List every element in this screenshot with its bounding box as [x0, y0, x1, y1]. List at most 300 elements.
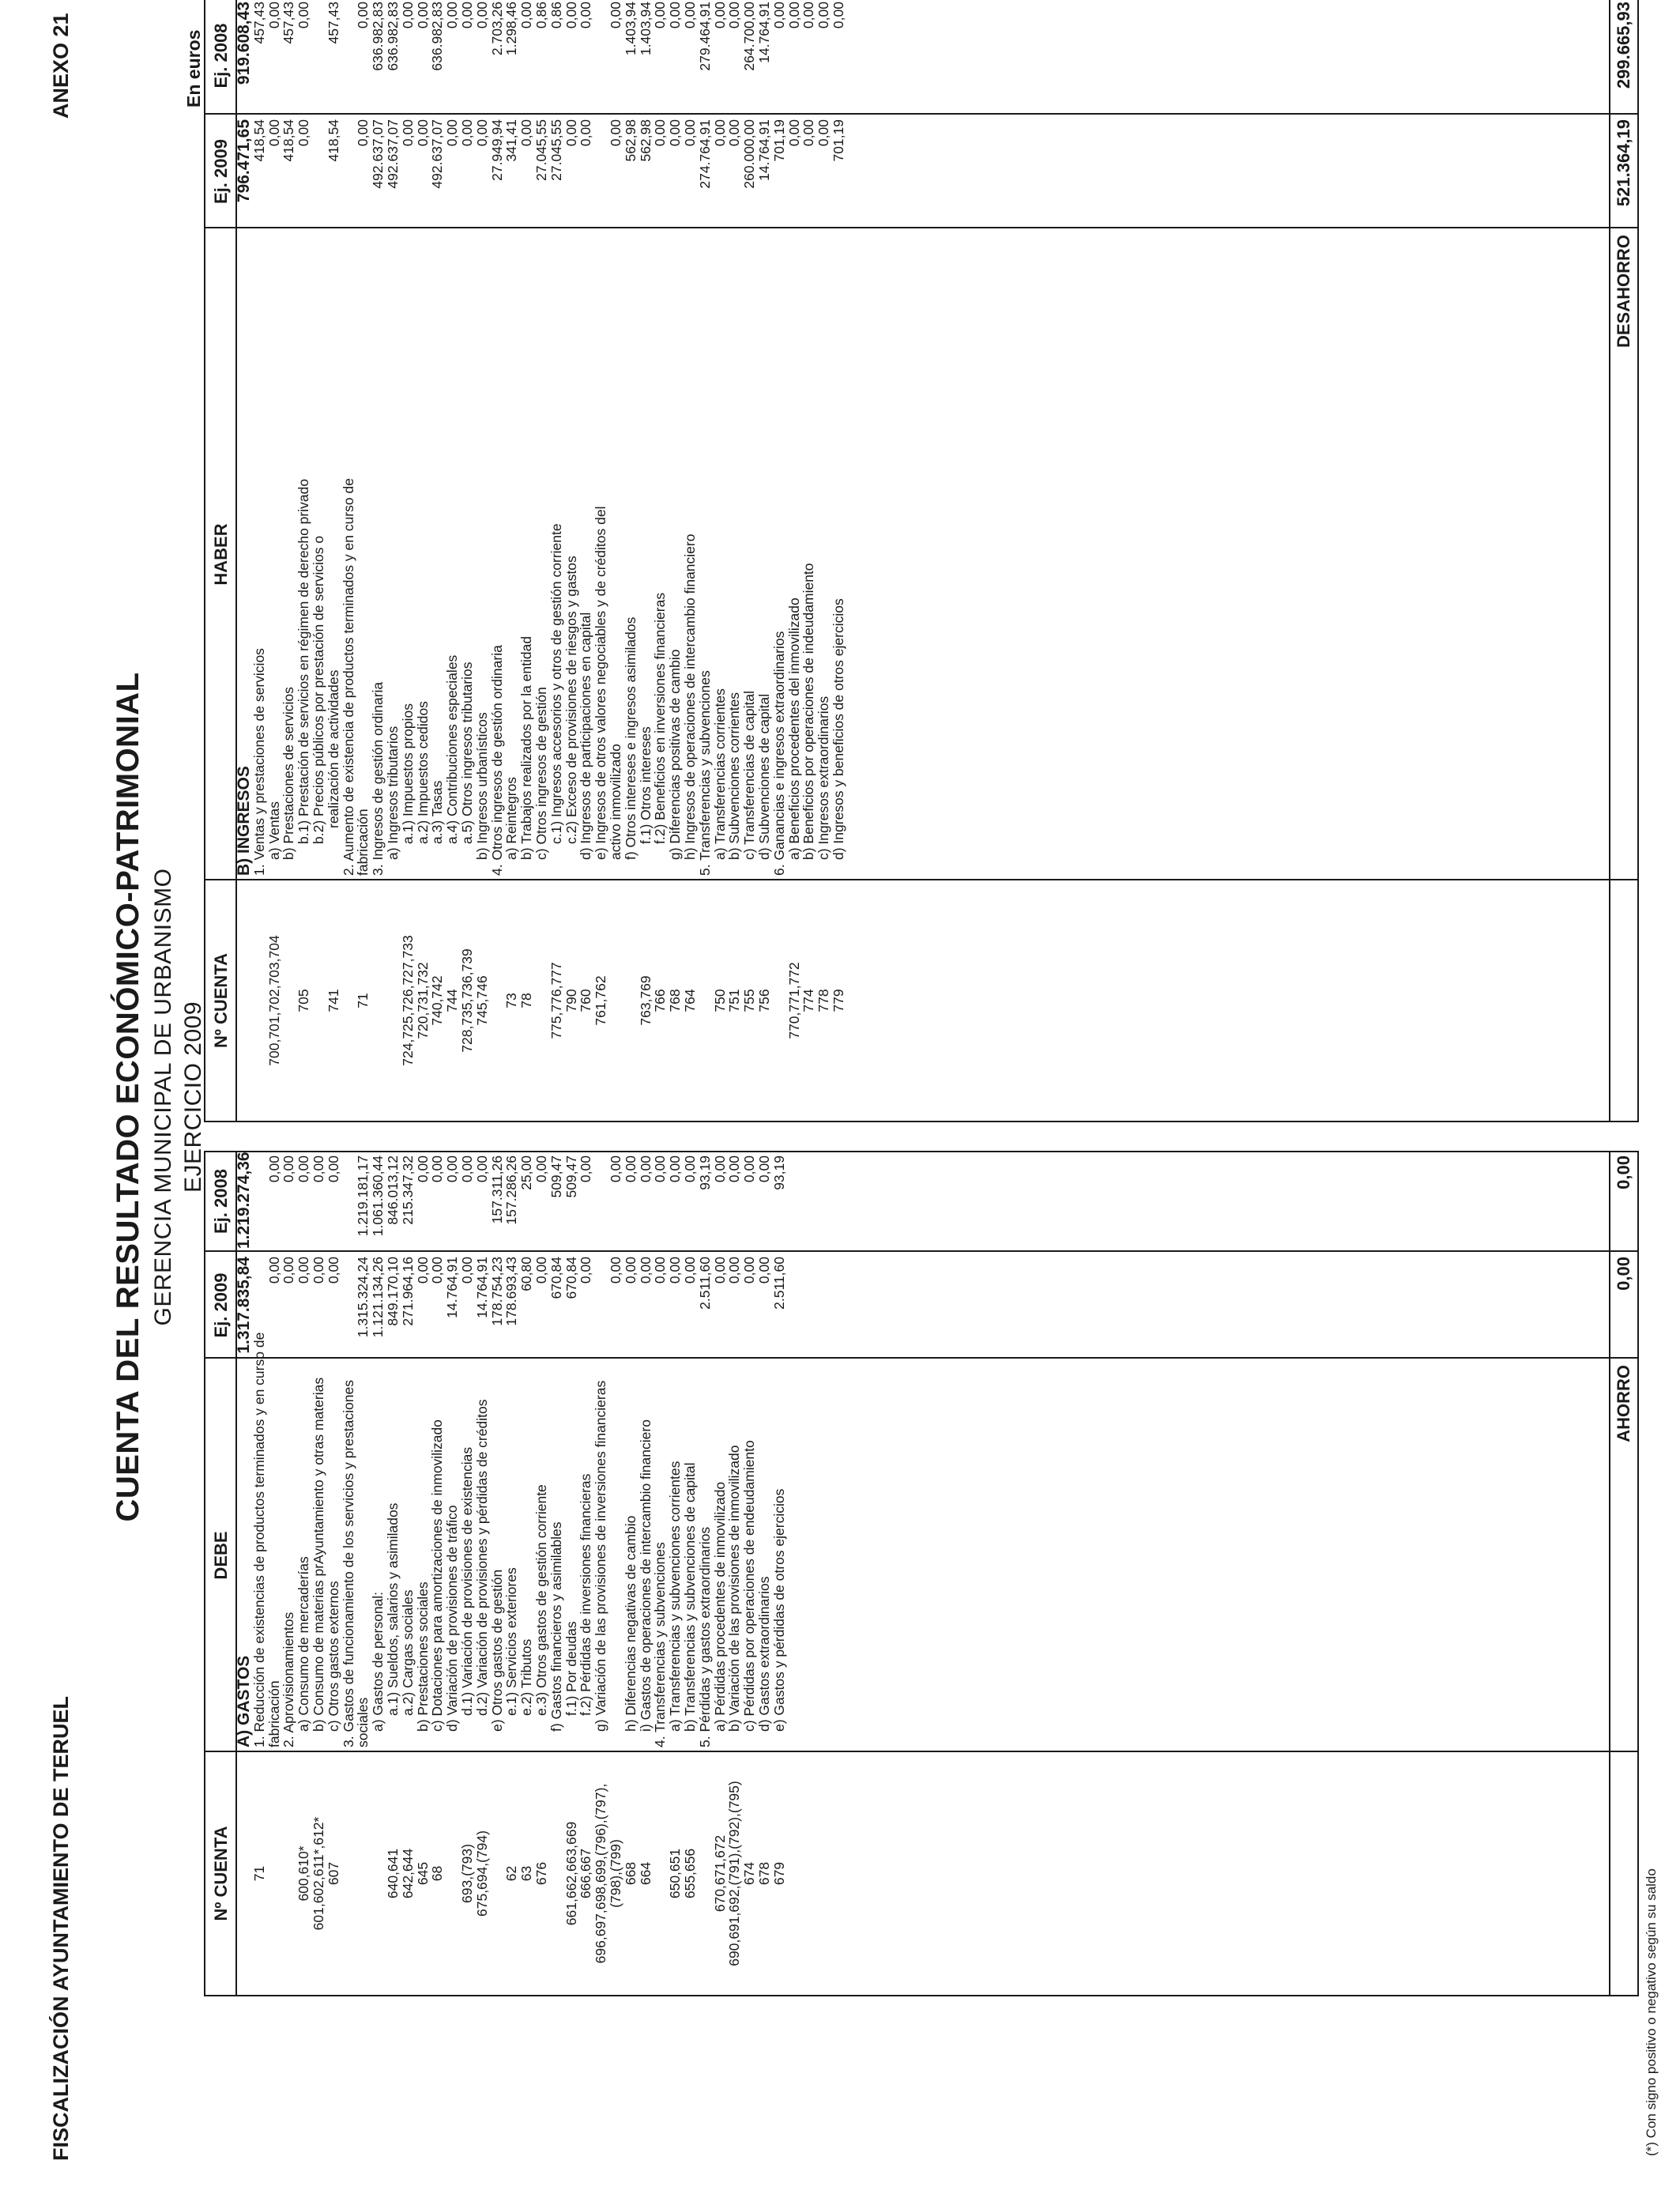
haber-concept-label: a.2) Impuestos cedidos: [414, 701, 431, 844]
haber-header-y2009: Ej. 2009: [211, 139, 231, 204]
debe-column-rule: [205, 1357, 1637, 1359]
debe-value-2009: 0,00: [608, 1257, 623, 1284]
haber-value-2009: 0,00: [667, 119, 684, 147]
debe-account-code: 661,662,663,669: [563, 1821, 579, 1926]
haber-concept-label: d) Ingresos y beneficios de otros ejercicios: [831, 598, 846, 860]
debe-concept-label: f.2) Pérdidas de inversiones financieras: [578, 1473, 594, 1716]
haber-concept-label: f) Otros intereses e ingresos asimilados: [622, 616, 638, 860]
haber-concept-label: a) Ventas: [266, 801, 282, 860]
haber-account-code: 740,742: [429, 975, 446, 1026]
debe-account-code: 650,651: [667, 1848, 684, 1899]
debe-concept-label: e) Otros gastos de gestión: [488, 1569, 505, 1732]
haber-value-2009: 0,00: [473, 119, 490, 147]
debe-concept-label: d) Variación de provisiones de tráfico: [444, 1505, 461, 1732]
haber-account-code: 790: [563, 989, 579, 1012]
haber-account-code: 78: [518, 993, 535, 1008]
debe-concept-label: c) Otros gastos externos: [325, 1581, 341, 1732]
debe-value-2008: 0,00: [459, 1155, 475, 1183]
debe-value-2008: 0,00: [578, 1155, 594, 1183]
haber-value-2008: 457,43: [250, 2, 267, 44]
haber-value-2009: 0,00: [355, 119, 371, 147]
haber-value-2008: 0,00: [266, 2, 282, 29]
debe-value-2009: 670,84: [548, 1257, 564, 1299]
haber-value-2008: 1.403,94: [622, 2, 638, 56]
haber-concept-label: a) Transferencias corrientes: [711, 688, 728, 860]
haber-value-2009: 0,00: [711, 119, 728, 147]
haber-value-2009: 0,00: [652, 119, 669, 147]
haber-concept-label: h) Ingresos de operaciones de intercambio financiero: [682, 533, 698, 860]
haber-value-2009: 562,98: [637, 119, 654, 162]
debe-value-2009: 271.964,16: [399, 1257, 416, 1326]
debe-concept-label: a) Pérdidas procedentes de inmovilizado: [711, 1481, 728, 1732]
debe-concept-label: e.2) Tributos: [518, 1638, 535, 1716]
debe-concept-label: b) Prestaciones sociales: [414, 1581, 431, 1732]
debe-account-code: 675,694,(794): [473, 1830, 490, 1917]
debe-account-code: 71: [250, 1865, 267, 1882]
debe-concept-label: a.2) Cargas sociales: [399, 1589, 416, 1716]
haber-value-2008: 636.982,83: [385, 2, 401, 71]
debe-value-2009: 849.170,10: [385, 1257, 401, 1326]
debe-value-2008: 846.013,12: [385, 1155, 401, 1225]
haber-concept-label: c.1) Ingresos accesorios y otros de gestión corriente: [548, 523, 564, 844]
debe-concept-label: f.1) Por deudas: [563, 1621, 579, 1716]
haber-concept-label: b) Trabajos realizados por la entidad: [518, 635, 535, 860]
debe-concept-label: d.1) Variación de provisiones de existencias: [459, 1446, 475, 1716]
haber-concept-label: e) Ingresos de otros valores negociables y de créditos del: [593, 506, 609, 860]
haber-concept-label: a.3) Tasas: [429, 780, 446, 844]
debe-value-2009: 0,00: [429, 1257, 446, 1284]
debe-value-2008: 0,00: [444, 1155, 461, 1183]
haber-concept-label: d) Ingresos de participaciones en capital: [578, 612, 594, 860]
debe-concept-label: c) Pérdidas por operaciones de endeudamiento: [741, 1440, 758, 1732]
haber-concept-label: a) Beneficios procedentes del inmovilizado: [785, 598, 802, 860]
haber-account-code: 770,771,772: [785, 962, 802, 1039]
haber-total-rule: [1609, 0, 1610, 1121]
debe-concept-label: f) Gastos financieros y asimilables: [548, 1521, 564, 1732]
haber-header-concept: HABER: [211, 523, 231, 586]
haber-account-code: 720,731,732: [414, 962, 431, 1039]
haber-value-2008: 0,00: [816, 2, 832, 29]
debe-value-2009: 0,00: [622, 1257, 638, 1284]
haber-value-2009: 0,00: [785, 119, 802, 147]
debe-value-2008: 1.219.181,17: [355, 1155, 371, 1237]
debe-account-code: 668: [622, 1861, 638, 1886]
debe-value-2009: 14.764,91: [473, 1257, 490, 1318]
currency-units: En euros: [183, 29, 204, 107]
haber-account-code: 779: [831, 989, 846, 1012]
debe-concept-label: d) Gastos extraordinarios: [756, 1576, 772, 1732]
haber-account-code: 700,701,702,703,704: [266, 935, 282, 1066]
debe-value-2008: 0,00: [414, 1155, 431, 1183]
debe-account-code: 666,667: [578, 1848, 594, 1899]
haber-value-2008: 14.764,91: [756, 2, 772, 63]
haber-header-y2008: Ej. 2008: [211, 23, 231, 89]
haber-value-2009: 341,41: [503, 119, 520, 162]
haber-value-2009: 14.764,91: [756, 119, 772, 181]
fiscal-year: EJERCICIO 2009: [180, 1001, 206, 1193]
haber-column-rule: [205, 879, 1637, 880]
haber-value-2008: 0,00: [296, 2, 312, 29]
haber-value-2008: 1.298,46: [503, 2, 520, 56]
haber-value-2009: 0,00: [563, 119, 579, 147]
debe-value-2008: 509,47: [563, 1155, 579, 1198]
report-subtitle: GERENCIA MUNICIPAL DE URBANISMO: [150, 868, 176, 1326]
haber-value-2008: 636.982,83: [370, 2, 386, 71]
debe-value-2009: 0,00: [281, 1257, 297, 1284]
haber-concept-label: c) Ingresos extraordinarios: [816, 696, 832, 860]
debe-value-2008: 0,00: [667, 1155, 684, 1183]
haber-account-code: 751: [726, 989, 743, 1012]
haber-concept-label: f.1) Otros intereses: [637, 726, 654, 844]
organization-heading: FISCALIZACIÓN AYUNTAMIENTO DE TERUEL: [49, 1695, 73, 2161]
haber-value-2008: 0,00: [578, 2, 594, 29]
haber-value-2009: 0,00: [816, 119, 832, 147]
haber-value-2008: 279.464,91: [696, 2, 713, 71]
haber-value-2009: 492.637,07: [429, 119, 446, 189]
debe-concept-label: sociales: [355, 1697, 371, 1747]
haber-value-2009: 274.764,91: [696, 119, 713, 189]
haber-concept-label: b) Subvenciones corrientes: [726, 692, 743, 860]
haber-value-2008: 0,00: [711, 2, 728, 29]
haber-concept-label: activo inmovilizado: [608, 744, 623, 860]
haber-value-2008: 919.608,43: [235, 2, 253, 85]
haber-value-2009: 562,98: [622, 119, 638, 162]
debe-concept-label: a) Gastos de personal:: [370, 1591, 386, 1732]
haber-account-code: 775,776,777: [548, 962, 564, 1039]
debe-value-2008: 0,00: [711, 1155, 728, 1183]
debe-total-rule: [1609, 1152, 1610, 1995]
haber-concept-label: 5. Transferencias y subvenciones: [696, 670, 713, 876]
debe-account-code: 690,691,692,(791),(792),(795): [726, 1781, 743, 1966]
debe-concept-label: fabricación: [266, 1680, 282, 1747]
haber-value-2009: 0,00: [682, 119, 698, 147]
haber-value-2008: 0,00: [459, 2, 475, 29]
haber-concept-label: c) Otros ingresos de gestión: [533, 687, 549, 860]
debe-value-2009: 0,00: [311, 1257, 326, 1284]
haber-concept-label: 3. Ingresos de gestión ordinaria: [370, 681, 386, 876]
haber-total-2009: 521.364,19: [1614, 119, 1633, 207]
haber-account-code: 755: [741, 989, 758, 1012]
haber-value-2009: 0,00: [266, 119, 282, 147]
haber-concept-label: f.2) Beneficios en inversiones financieras: [652, 592, 669, 844]
haber-concept-label: 6. Ganancias e ingresos extraordinarios: [770, 631, 787, 876]
haber-total-label: DESAHORRO: [1614, 235, 1633, 349]
debe-concept-label: b) Variación de las provisiones de inmovilizado: [726, 1445, 743, 1732]
debe-account-code: 640,641: [385, 1848, 401, 1899]
debe-header-y2008: Ej. 2008: [211, 1169, 231, 1234]
haber-account-code: 73: [503, 993, 520, 1008]
haber-account-code: 724,725,726,727,733: [399, 935, 416, 1066]
debe-concept-label: i) Gastos de operaciones de intercambio financiero: [637, 1419, 654, 1732]
debe-value-2008: 0,00: [622, 1155, 638, 1183]
debe-value-2008: 157.311,26: [488, 1155, 505, 1224]
debe-account-code: 642,644: [399, 1848, 416, 1899]
debe-account-code: 678: [756, 1861, 772, 1886]
haber-value-2009: 701,19: [770, 119, 787, 162]
haber-account-code: 763,769: [637, 975, 654, 1026]
haber-value-2009: 0,00: [459, 119, 475, 147]
haber-value-2008: 0,00: [831, 2, 846, 29]
haber-column-rule: [205, 113, 1637, 115]
debe-value-2008: 0,00: [296, 1155, 312, 1183]
debe-concept-label: 5. Pérdidas y gastos extraordinarios: [696, 1526, 713, 1747]
haber-account-code: 766: [652, 989, 669, 1012]
haber-value-2008: 457,43: [281, 2, 297, 44]
debe-value-2009: 0,00: [296, 1257, 312, 1284]
debe-value-2009: 1.121.134,26: [370, 1257, 386, 1338]
haber-account-code: 778: [816, 989, 832, 1012]
haber-value-2009: 418,54: [325, 119, 341, 162]
debe-account-code: 68: [429, 1865, 446, 1882]
footnote: (*) Con signo positivo o negativo según su saldo: [1644, 1868, 1659, 2156]
debe-account-code: 676: [533, 1861, 549, 1886]
debe-concept-label: g) Variación de las provisiones de inversiones financieras: [593, 1380, 609, 1732]
debe-account-code: 62: [503, 1865, 520, 1882]
debe-value-2009: 0,00: [459, 1257, 475, 1284]
haber-value-2009: 260.000,00: [741, 119, 758, 189]
debe-column-rule: [205, 1250, 1637, 1252]
haber-value-2009: 0,00: [800, 119, 817, 147]
debe-value-2009: 0,00: [325, 1257, 341, 1284]
debe-concept-label: 1. Reducción de existencias de productos terminados y en curso de: [250, 1332, 267, 1747]
debe-total-2008: 0,00: [1614, 1155, 1633, 1189]
debe-concept-label: d.2) Variación de provisiones y pérdidas de créditos: [473, 1399, 490, 1716]
debe-header-y2009: Ej. 2009: [211, 1272, 231, 1338]
haber-table: [204, 0, 1639, 1122]
haber-column-rule: [205, 227, 1637, 228]
haber-value-2008: 0,00: [726, 2, 743, 29]
debe-value-2009: 2.511,60: [770, 1257, 787, 1310]
haber-value-2008: 0,00: [414, 2, 431, 29]
haber-value-2009: 0,00: [726, 119, 743, 147]
debe-value-2009: 0,00: [726, 1257, 743, 1284]
debe-account-code: 696,697,698,699,(796),(797),: [593, 1783, 609, 1964]
haber-value-2009: 796.471,65: [235, 119, 253, 203]
haber-concept-label: c.2) Exceso de provisiones de riesgos y gastos: [563, 556, 579, 844]
haber-account-code: 745,746: [473, 975, 490, 1026]
debe-value-2009: 178.754,23: [488, 1257, 505, 1326]
haber-account-code: 764: [682, 989, 698, 1012]
debe-value-2008: 0,00: [473, 1155, 490, 1183]
debe-concept-label: a.1) Sueldos, salarios y asimilados: [385, 1502, 401, 1716]
haber-value-2009: 0,00: [608, 119, 623, 147]
debe-value-2008: 0,00: [533, 1155, 549, 1183]
haber-concept-label: b.1) Prestación de servicios en régimen de derecho privado: [296, 478, 312, 844]
debe-value-2008: 93,19: [770, 1155, 787, 1190]
haber-concept-label: b.2) Precios públicos por prestación de servicios o: [311, 535, 326, 844]
debe-value-2009: 0,00: [682, 1257, 698, 1284]
debe-account-code: 63: [518, 1865, 535, 1882]
haber-value-2008: 0,00: [355, 2, 371, 29]
debe-concept-label: b) Transferencias y subvenciones de capital: [682, 1462, 698, 1732]
haber-account-code: 761,762: [593, 975, 609, 1026]
debe-value-2009: 14.764,91: [444, 1257, 461, 1318]
debe-value-2008: 0,00: [726, 1155, 743, 1183]
debe-total-label: AHORRO: [1614, 1365, 1633, 1442]
debe-account-code: 679: [770, 1861, 787, 1886]
debe-concept-label: h) Diferencias negativas de cambio: [622, 1515, 638, 1732]
haber-value-2008: 0,00: [800, 2, 817, 29]
report-title: CUENTA DEL RESULTADO ECONÓMICO-PATRIMONIAL: [111, 672, 145, 1522]
debe-value-2009: 2.511,60: [696, 1257, 713, 1310]
debe-value-2009: 0,00: [711, 1257, 728, 1284]
debe-value-2009: 0,00: [756, 1257, 772, 1284]
debe-concept-label: e) Gastos y pérdidas de otros ejercicios: [770, 1488, 787, 1732]
haber-account-code: 774: [800, 989, 817, 1012]
debe-account-code: 607: [325, 1861, 341, 1886]
haber-value-2008: 0,00: [652, 2, 669, 29]
haber-value-2008: 0,86: [548, 2, 564, 29]
haber-value-2008: 0,00: [667, 2, 684, 29]
debe-value-2008: 0,00: [311, 1155, 326, 1183]
debe-value-2008: 93,19: [696, 1155, 713, 1190]
debe-concept-label: b) Consumo de materias prAyuntamiento y otras materias: [311, 1377, 326, 1732]
debe-value-2009: 0,00: [414, 1257, 431, 1284]
debe-account-code: 655,656: [682, 1848, 698, 1899]
debe-value-2009: 0,00: [637, 1257, 654, 1284]
haber-concept-label: 2. Aumento de existencia de productos terminados y en curso de: [340, 478, 356, 876]
debe-header-cuenta: Nº CUENTA: [211, 1826, 231, 1921]
debe-total-2009: 0,00: [1614, 1257, 1633, 1291]
haber-concept-label: 1. Ventas y prestaciones de servicios: [250, 648, 267, 876]
haber-value-2009: 418,54: [250, 119, 267, 162]
debe-account-code: 645: [414, 1861, 431, 1886]
debe-value-2008: 0,00: [637, 1155, 654, 1183]
haber-concept-label: 4. Otros ingresos de gestión ordinaria: [488, 645, 505, 876]
haber-account-code: 760: [578, 989, 594, 1012]
debe-value-2008: 215.347,32: [399, 1155, 416, 1225]
debe-concept-label: A) GASTOS: [235, 1655, 253, 1747]
haber-concept-label: a) Ingresos tributarios: [385, 726, 401, 860]
haber-account-code: 768: [667, 989, 684, 1012]
haber-value-2009: 492.637,07: [370, 119, 386, 189]
haber-value-2008: 457,43: [325, 2, 341, 44]
debe-value-2008: 0,00: [429, 1155, 446, 1183]
annex-label: ANEXO 21: [49, 13, 73, 119]
debe-value-2008: 0,00: [652, 1155, 669, 1183]
debe-account-code: 600,610*: [296, 1845, 312, 1902]
haber-account-code: 750: [711, 989, 728, 1012]
haber-account-code: 741: [325, 989, 341, 1012]
debe-value-2008: 0,00: [608, 1155, 623, 1183]
debe-concept-label: c) Dotaciones para amortizaciones de inmovilizado: [429, 1419, 446, 1732]
haber-value-2008: 0,00: [399, 2, 416, 29]
haber-concept-label: a) Reintegros: [503, 776, 520, 860]
haber-value-2008: 0,00: [770, 2, 787, 29]
debe-value-2008: 0,00: [741, 1155, 758, 1183]
haber-value-2009: 27.045,55: [533, 119, 549, 181]
haber-value-2008: 0,00: [518, 2, 535, 29]
debe-value-2009: 0,00: [652, 1257, 669, 1284]
haber-value-2008: 0,00: [473, 2, 490, 29]
haber-concept-label: a.5) Otros ingresos tributarios: [459, 662, 475, 844]
debe-account-code: 601,602,611*,612*: [311, 1816, 326, 1931]
haber-value-2009: 27.949,94: [488, 119, 505, 181]
haber-concept-label: a.4) Contribuciones especiales: [444, 654, 461, 844]
haber-concept-label: B) INGRESOS: [235, 766, 253, 876]
debe-value-2008: 25,00: [518, 1155, 535, 1190]
haber-concept-label: realización de actividades: [325, 669, 341, 828]
debe-column-rule: [205, 1751, 1637, 1752]
debe-concept-label: 3. Gastos de funcionamiento de los servicios y prestaciones: [340, 1380, 356, 1747]
debe-value-2009: 0,00: [266, 1257, 282, 1284]
debe-value-2009: 0,00: [667, 1257, 684, 1284]
haber-header-cuenta: Nº CUENTA: [211, 952, 231, 1049]
haber-concept-label: b) Ingresos urbanísticos: [473, 712, 490, 860]
haber-value-2008: 0,00: [608, 2, 623, 29]
haber-account-code: 71: [355, 993, 371, 1008]
debe-value-2008: 1.219.274,36: [235, 1152, 253, 1249]
haber-concept-label: a.1) Impuestos propios: [399, 703, 416, 844]
haber-value-2008: 0,00: [785, 2, 802, 29]
haber-value-2009: 0,00: [518, 119, 535, 147]
debe-value-2009: 178.693,43: [503, 1257, 520, 1326]
haber-account-code: 705: [296, 989, 312, 1012]
haber-concept-label: c) Transferencias de capital: [741, 691, 758, 860]
debe-concept-label: a) Consumo de mercaderías: [296, 1556, 312, 1732]
debe-table: [204, 1151, 1639, 1996]
debe-account-code: (798),(799): [608, 1839, 623, 1908]
haber-value-2008: 0,00: [444, 2, 461, 29]
haber-account-code: 728,735,736,739: [459, 948, 475, 1053]
debe-account-code: 664: [637, 1861, 654, 1886]
haber-value-2009: 0,00: [444, 119, 461, 147]
haber-value-2008: 1.403,94: [637, 2, 654, 56]
debe-value-2008: 1.061.360,44: [370, 1155, 386, 1237]
haber-value-2009: 0,00: [296, 119, 312, 147]
debe-value-2008: 0,00: [756, 1155, 772, 1183]
haber-value-2009: 492.637,07: [385, 119, 401, 189]
haber-value-2008: 2.703,26: [488, 2, 505, 56]
debe-value-2008: 509,47: [548, 1155, 564, 1198]
haber-value-2008: 0,00: [682, 2, 698, 29]
haber-concept-label: fabricación: [355, 809, 371, 876]
debe-value-2008: 0,00: [325, 1155, 341, 1183]
debe-concept-label: e.1) Servicios exteriores: [503, 1567, 520, 1716]
haber-account-code: 744: [444, 989, 461, 1012]
debe-value-2009: 1.315.324,24: [355, 1257, 371, 1338]
haber-value-2009: 0,00: [399, 119, 416, 147]
debe-account-code: 670,671,672: [711, 1834, 728, 1913]
debe-value-2008: 0,00: [281, 1155, 297, 1183]
haber-value-2008: 0,86: [533, 2, 549, 29]
debe-value-2009: 0,00: [578, 1257, 594, 1284]
haber-value-2008: 264.700,00: [741, 2, 758, 71]
debe-concept-label: a) Transferencias y subvenciones corrientes: [667, 1461, 684, 1732]
haber-concept-label: b) Prestaciones de servicios: [281, 687, 297, 860]
debe-value-2009: 1.317.835,84: [235, 1257, 253, 1354]
debe-value-2009: 0,00: [741, 1257, 758, 1284]
debe-value-2008: 0,00: [682, 1155, 698, 1183]
debe-value-2008: 0,00: [266, 1155, 282, 1183]
debe-header-concept: DEBE: [211, 1531, 231, 1580]
debe-value-2009: 670,84: [563, 1257, 579, 1299]
haber-value-2009: 27.045,55: [548, 119, 564, 181]
haber-value-2009: 701,19: [831, 119, 846, 162]
haber-value-2008: 636.982,83: [429, 2, 446, 71]
haber-concept-label: b) Beneficios por operaciones de indeudamiento: [800, 563, 817, 860]
haber-value-2009: 418,54: [281, 119, 297, 162]
debe-concept-label: 2. Aprovisionamientos: [281, 1612, 297, 1747]
haber-total-2008: 299.665,93: [1614, 2, 1633, 89]
haber-concept-label: g) Diferencias positivas de cambio: [667, 649, 684, 860]
haber-value-2009: 0,00: [414, 119, 431, 147]
debe-concept-label: 4. Transferencias y subvenciones: [652, 1542, 669, 1747]
debe-account-code: 674: [741, 1861, 758, 1886]
debe-value-2008: 157.286,26: [503, 1155, 520, 1225]
haber-value-2008: 0,00: [563, 2, 579, 29]
debe-value-2009: 60,80: [518, 1257, 535, 1291]
